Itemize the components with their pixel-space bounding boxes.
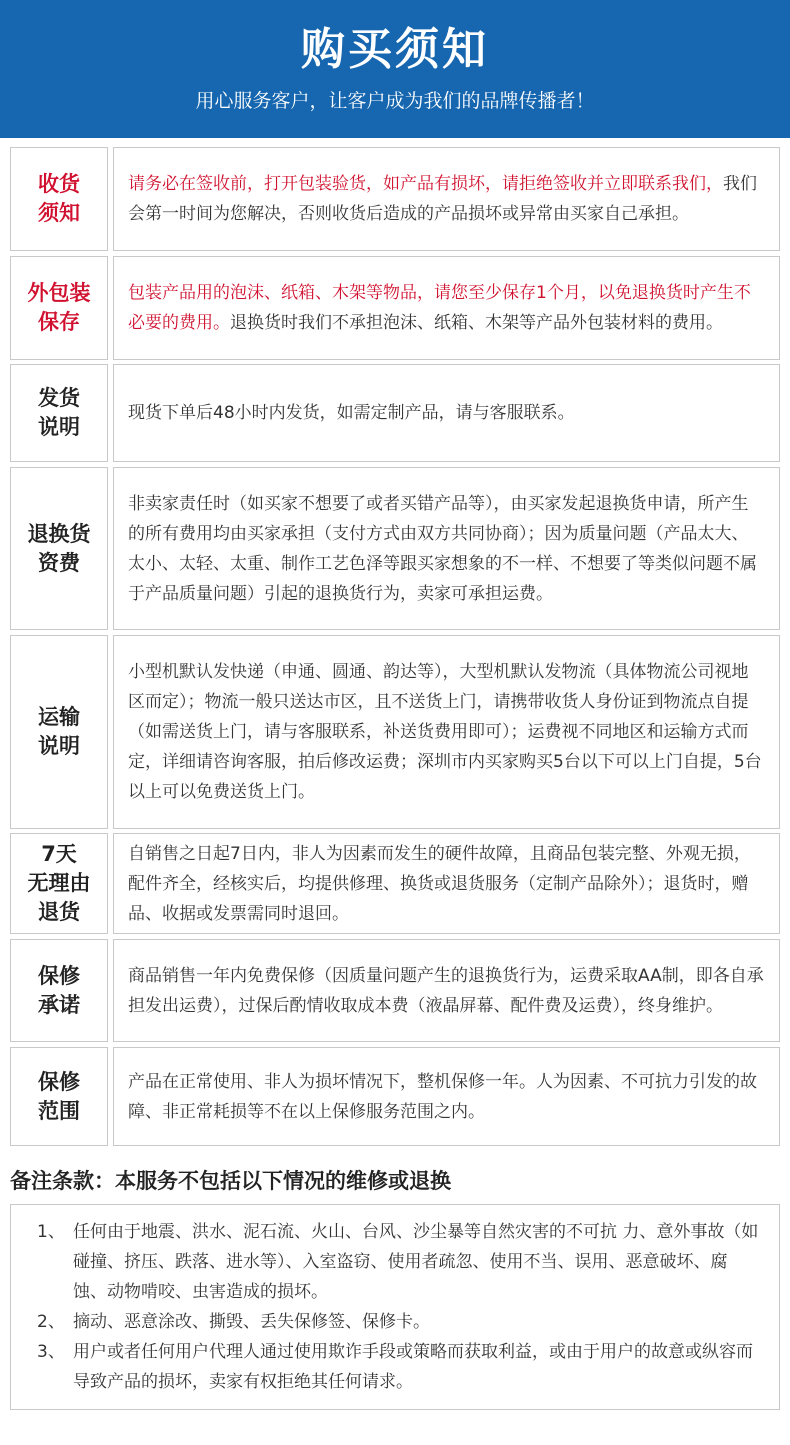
row-label: 7天 无理由 退货 bbox=[10, 833, 108, 934]
page-header bbox=[0, 0, 790, 138]
info-row-warranty-scope bbox=[10, 1047, 780, 1146]
row-label: 外包装 保存 bbox=[10, 256, 108, 360]
info-row-shipping bbox=[10, 364, 780, 462]
note-text: 任何由于地震、洪水、泥石流、火山、台风、沙尘暴等自然灾害的不可抗 力、意外事故（如碰撞、挤压、跌落、进水等）、入室盗窃、使用者疏忽、使用不当、误用、恶意破坏、腐蚀、动物啃咬、虫害造成的损坏。 bbox=[73, 1222, 759, 1302]
note-text: 用户或者任何用户代理人通过使用欺诈手段或策略而获取利益，或由于用户的故意或纵容而导致产品的损坏，卖家有权拒绝其任何请求。 bbox=[73, 1342, 753, 1392]
note-number: 1、 bbox=[37, 1222, 65, 1242]
row-text: 商品销售一年内免费保修（因质量问题产生的退换货行为，运费采取AA制，即各自承担发出运费），过保后酌情收取成本费（液晶屏幕、配件费及运费），终身维护。 bbox=[128, 965, 764, 1016]
row-label: 运输 说明 bbox=[10, 635, 108, 829]
note-number: 3、 bbox=[37, 1342, 65, 1362]
info-row-7day-return bbox=[10, 833, 780, 934]
info-row-packaging bbox=[10, 256, 780, 360]
row-label: 发货 说明 bbox=[10, 364, 108, 462]
row-label: 保修 范围 bbox=[10, 1047, 108, 1146]
row-content bbox=[113, 364, 780, 462]
row-text: 自销售之日起7日内，非人为因素而发生的硬件故障，且商品包装完整、外观无损，配件齐全，经核实后，均提供修理、换货或退货服务（定制产品除外）；退货时，赠品、收据或发票需同时退回。 bbox=[128, 843, 751, 924]
row-highlight-text: 请务必在签收前，打开包装验货，如产品有损坏，请拒绝签收并立即联系我们， bbox=[128, 174, 723, 194]
row-label: 保修 承诺 bbox=[10, 939, 108, 1042]
row-text: 我们会第一时间为您解决，否则收货后造成的产品损坏或异常由买家自己承担。 bbox=[128, 174, 757, 224]
row-text: 小型机默认发快递（申通、圆通、韵达等），大型机默认发物流（具体物流公司视地区而定）；物流一般只送达市区，且不送货上门，请携带收货人身份证到物流点自提（如需送货上门，请与客服联系，补送货费用即可）；运费视不同地区和运输方式而定，详细请咨询客服，拍后修改运费；深圳市内买家购买5台以下可以上门自提，5台以上可以免费送货上门。 bbox=[128, 662, 762, 802]
info-row-receiving bbox=[10, 147, 780, 251]
row-text: 退换货时我们不承担泡沫、纸箱、木架等产品外包装材料的费用。 bbox=[230, 313, 723, 333]
row-text: 产品在正常使用、非人为损坏情况下，整机保修一年。人为因素、不可抗力引发的故障、非正常耗损等不在以上保修服务范围之内。 bbox=[128, 1071, 757, 1122]
info-row-warranty-promise bbox=[10, 939, 780, 1042]
note-item bbox=[37, 1217, 761, 1307]
note-item bbox=[37, 1337, 761, 1397]
row-label: 收货 须知 bbox=[10, 147, 108, 251]
row-text: 现货下单后48小时内发货，如需定制产品，请与客服联系。 bbox=[128, 403, 575, 423]
info-row-transport bbox=[10, 635, 780, 829]
info-row-return-fees bbox=[10, 467, 780, 630]
row-content bbox=[113, 147, 780, 251]
row-content bbox=[113, 1047, 780, 1146]
row-text: 非卖家责任时（如买家不想要了或者买错产品等），由买家发起退换货申请，所产生的所有费用均由买家承担（支付方式由双方共同协商）；因为质量问题（产品太大、太小、太轻、太重、制作工艺色泽等跟买家想象的不一样、不想要了等类似问题不属于产品质量问题）引起的退换货行为，卖家可承担运费。 bbox=[128, 493, 757, 604]
row-content bbox=[113, 833, 780, 934]
row-label: 退换货 资费 bbox=[10, 467, 108, 630]
row-content bbox=[113, 939, 780, 1042]
row-content bbox=[113, 256, 780, 360]
row-highlight-text: 包装产品用的泡沫、纸箱、木架等物品，请您至少保存1个月，以免退换货时产生不必要的费用。 bbox=[128, 283, 751, 333]
note-number: 2、 bbox=[37, 1312, 65, 1332]
page-title: 购买须知 bbox=[301, 24, 489, 75]
row-content bbox=[113, 467, 780, 630]
page-subtitle: 用心服务客户，让客户成为我们的品牌传播者！ bbox=[195, 90, 595, 112]
note-text: 摘动、恶意涂改、撕毁、丢失保修签、保修卡。 bbox=[73, 1312, 430, 1332]
row-content bbox=[113, 635, 780, 829]
note-item bbox=[37, 1307, 761, 1337]
notes-title: 备注条款：本服务不包括以下情况的维修或退换 bbox=[10, 1169, 451, 1193]
notes-box bbox=[10, 1204, 780, 1410]
